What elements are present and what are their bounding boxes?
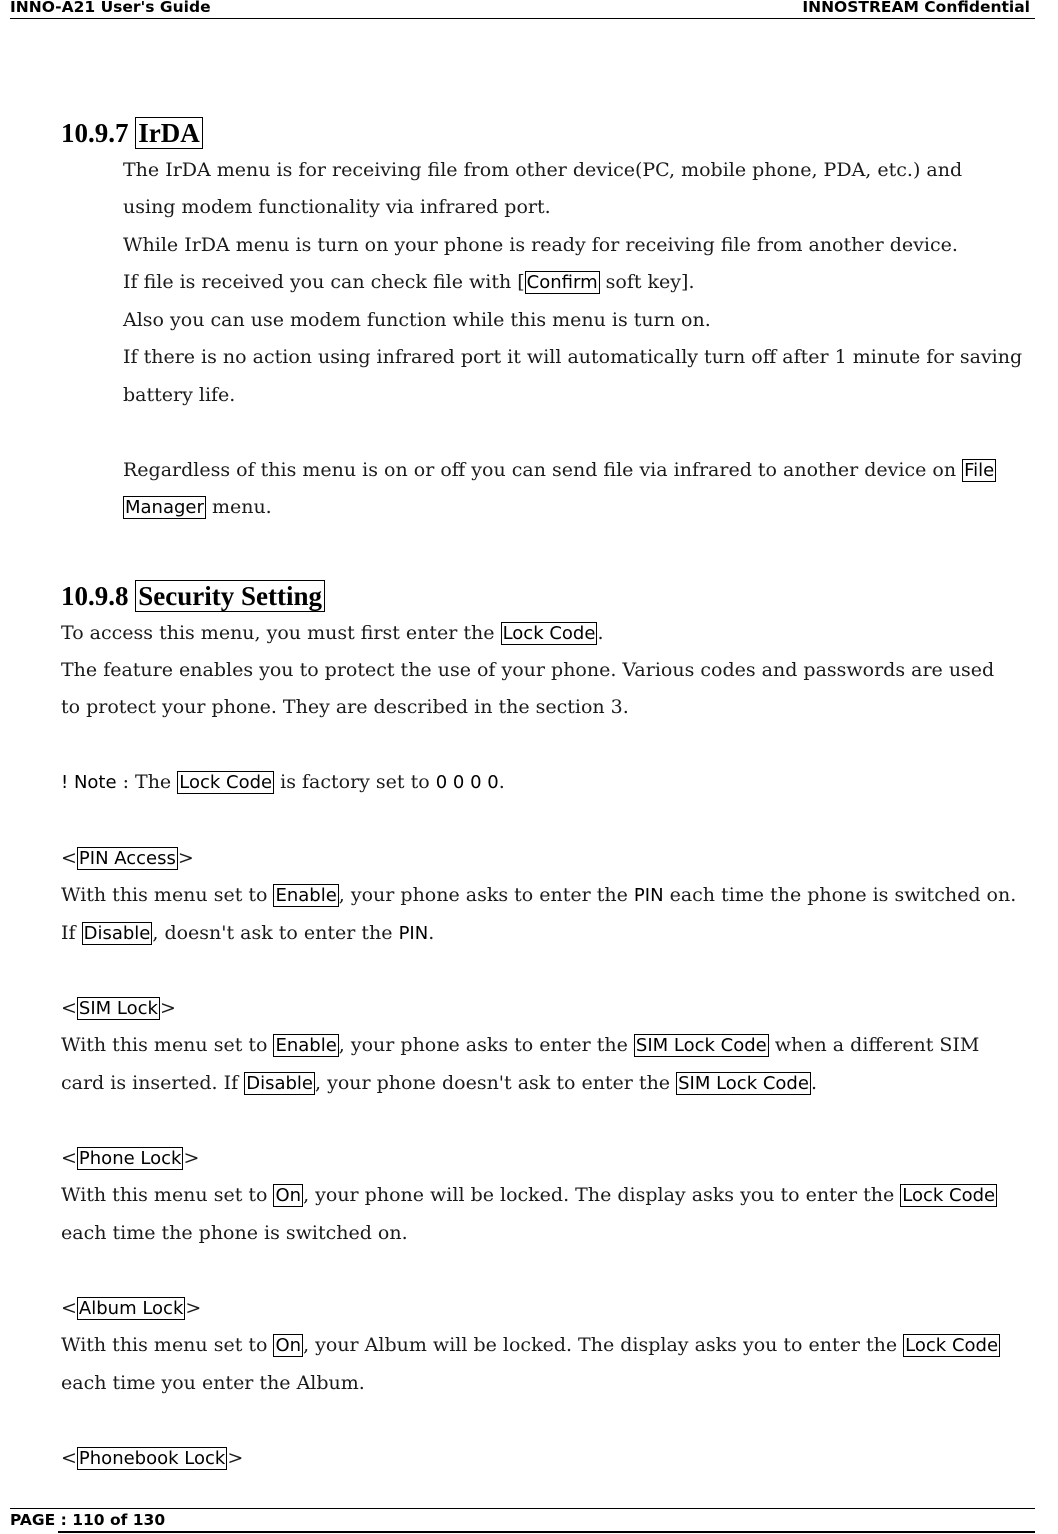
phone-lock-title [61, 1145, 199, 1172]
sim-line-2-e: , your phone doesn't ask to enter the [315, 1072, 677, 1094]
irda-line-2: using modem functionality via infrared port. [123, 196, 551, 218]
security-line-3: to protect your phone. They are described in the section 3. [61, 696, 629, 718]
irda-line-9-end: menu. [205, 496, 272, 518]
album-lt: < [61, 1297, 77, 1319]
album-line-2: each time you enter the Album. [61, 1372, 365, 1394]
manager-term: Manager [125, 497, 204, 518]
irda-line-3: While IrDA menu is turn on your phone is ready for receiving file from another device. [123, 234, 958, 256]
sim-line-1-a: With this menu set to [61, 1034, 274, 1056]
album-lock-title [61, 1295, 201, 1322]
irda-line-5: Also you can use modem function while this menu is turn on. [123, 309, 711, 331]
irda-line-1: The IrDA menu is for receiving file from other device(PC, mobile phone, PDA, etc.) and [123, 159, 963, 181]
pin-line-2-e: , doesn't ask to enter the [152, 922, 399, 944]
pin-line-2-f: . [428, 922, 435, 944]
phonebook-lt: < [61, 1447, 77, 1469]
album-on-term: On [275, 1335, 302, 1356]
page-header [10, 0, 1035, 19]
album-lock-label: Album Lock [78, 1298, 184, 1319]
pin-line-1-b: , your phone asks to enter the [338, 884, 634, 906]
pin-enable-term: Enable [275, 885, 337, 906]
footer-rule-top [10, 1508, 1035, 1509]
heading-irda [61, 117, 203, 149]
sim-enable-term: Enable [275, 1035, 337, 1056]
phonebook-lock-title [61, 1445, 243, 1472]
confirm-key-term: Confirm [526, 272, 598, 293]
pin-line-2-d: If [61, 922, 82, 944]
lock-code-term: Lock Code [502, 623, 596, 644]
phone-line-2: each time the phone is switched on. [61, 1222, 408, 1244]
pin-line-1-a: With this menu set to [61, 884, 274, 906]
note-text-a: : The [116, 771, 178, 793]
security-line-1-end: . [597, 622, 604, 644]
irda-line-4 [123, 269, 695, 296]
phonebook-gt: > [227, 1447, 244, 1469]
file-term: File [964, 460, 995, 481]
sim-gt: > [159, 997, 176, 1019]
sim-lock-code-term-2: SIM Lock Code [678, 1073, 809, 1094]
header-confidential: INNOSTREAM Confidential [802, 0, 1030, 16]
heading-security-number: 10.9.8 [61, 581, 129, 611]
heading-security [61, 580, 325, 612]
phone-line-1 [61, 1182, 997, 1209]
sim-disable-term: Disable [246, 1073, 313, 1094]
irda-line-8 [123, 457, 996, 484]
sim-lock-title [61, 995, 176, 1022]
irda-line-9 [123, 494, 272, 521]
sim-lock-code-term-1: SIM Lock Code [635, 1035, 767, 1056]
security-line-2: The feature enables you to protect the use of your phone. Various codes and passwords are used [61, 659, 995, 681]
phone-lock-label: Phone Lock [78, 1148, 182, 1169]
pin-line-2 [61, 920, 434, 947]
phone-lock-code-term: Lock Code [902, 1185, 996, 1206]
pin-lt: < [61, 847, 77, 869]
note-line [61, 769, 505, 796]
security-line-1-text: To access this menu, you must first enter the [61, 622, 501, 644]
phone-gt: > [183, 1147, 200, 1169]
irda-line-4-text: If file is received you can check file with [ [123, 271, 525, 293]
note-text-end: . [498, 771, 505, 793]
note-text-b: is factory set to [274, 771, 436, 793]
album-gt: > [185, 1297, 202, 1319]
note-factory-code: 0 0 0 0 [435, 772, 499, 793]
sim-line-1-b: , your phone asks to enter the [338, 1034, 634, 1056]
sim-line-2-d: card is inserted. If [61, 1072, 245, 1094]
album-lock-code-term: Lock Code [905, 1335, 999, 1356]
heading-irda-title: IrDA [135, 117, 203, 149]
phone-line-1-a: With this menu set to [61, 1184, 274, 1206]
pin-gt: > [177, 847, 194, 869]
pin-access-label: PIN Access [78, 848, 176, 869]
pin-term-2: PIN [398, 923, 429, 944]
phone-on-term: On [275, 1185, 302, 1206]
heading-irda-number: 10.9.7 [61, 118, 129, 148]
sim-line-1 [61, 1032, 979, 1059]
phone-line-1-b: , your phone will be locked. The display asks you to enter the [303, 1184, 901, 1206]
security-line-1 [61, 620, 603, 647]
pin-disable-term: Disable [83, 923, 151, 944]
album-line-1 [61, 1332, 1000, 1359]
irda-line-8-text: Regardless of this menu is on or off you can send file via infrared to another device on [123, 459, 963, 481]
footer-rule-bottom [58, 1531, 1035, 1533]
phonebook-lock-label: Phonebook Lock [78, 1448, 226, 1469]
sim-line-2-f: . [810, 1072, 817, 1094]
phone-lt: < [61, 1147, 77, 1169]
page-number: PAGE : 110 of 130 [10, 1511, 166, 1529]
irda-line-7: battery life. [123, 384, 236, 406]
pin-line-1 [61, 882, 1016, 909]
sim-line-2 [61, 1070, 817, 1097]
pin-access-title [61, 845, 194, 872]
pin-term-1: PIN [633, 885, 664, 906]
album-line-1-b: , your Album will be locked. The display asks you to enter the [303, 1334, 904, 1356]
sim-lock-label: SIM Lock [78, 998, 158, 1019]
album-line-1-a: With this menu set to [61, 1334, 274, 1356]
header-doc-title: INNO-A21 User's Guide [10, 0, 211, 16]
irda-line-6: If there is no action using infrared port it will automatically turn off after 1 minute for saving [123, 346, 1023, 368]
pin-line-1-c: each time the phone is switched on. [663, 884, 1017, 906]
sim-lt: < [61, 997, 77, 1019]
page-footer [10, 1508, 1035, 1534]
note-label: ! Note [61, 772, 117, 793]
heading-security-title: Security Setting [135, 580, 325, 612]
note-lock-code-term: Lock Code [179, 772, 273, 793]
irda-line-4-end: soft key]. [599, 271, 695, 293]
sim-line-1-c: when a different SIM [768, 1034, 980, 1056]
